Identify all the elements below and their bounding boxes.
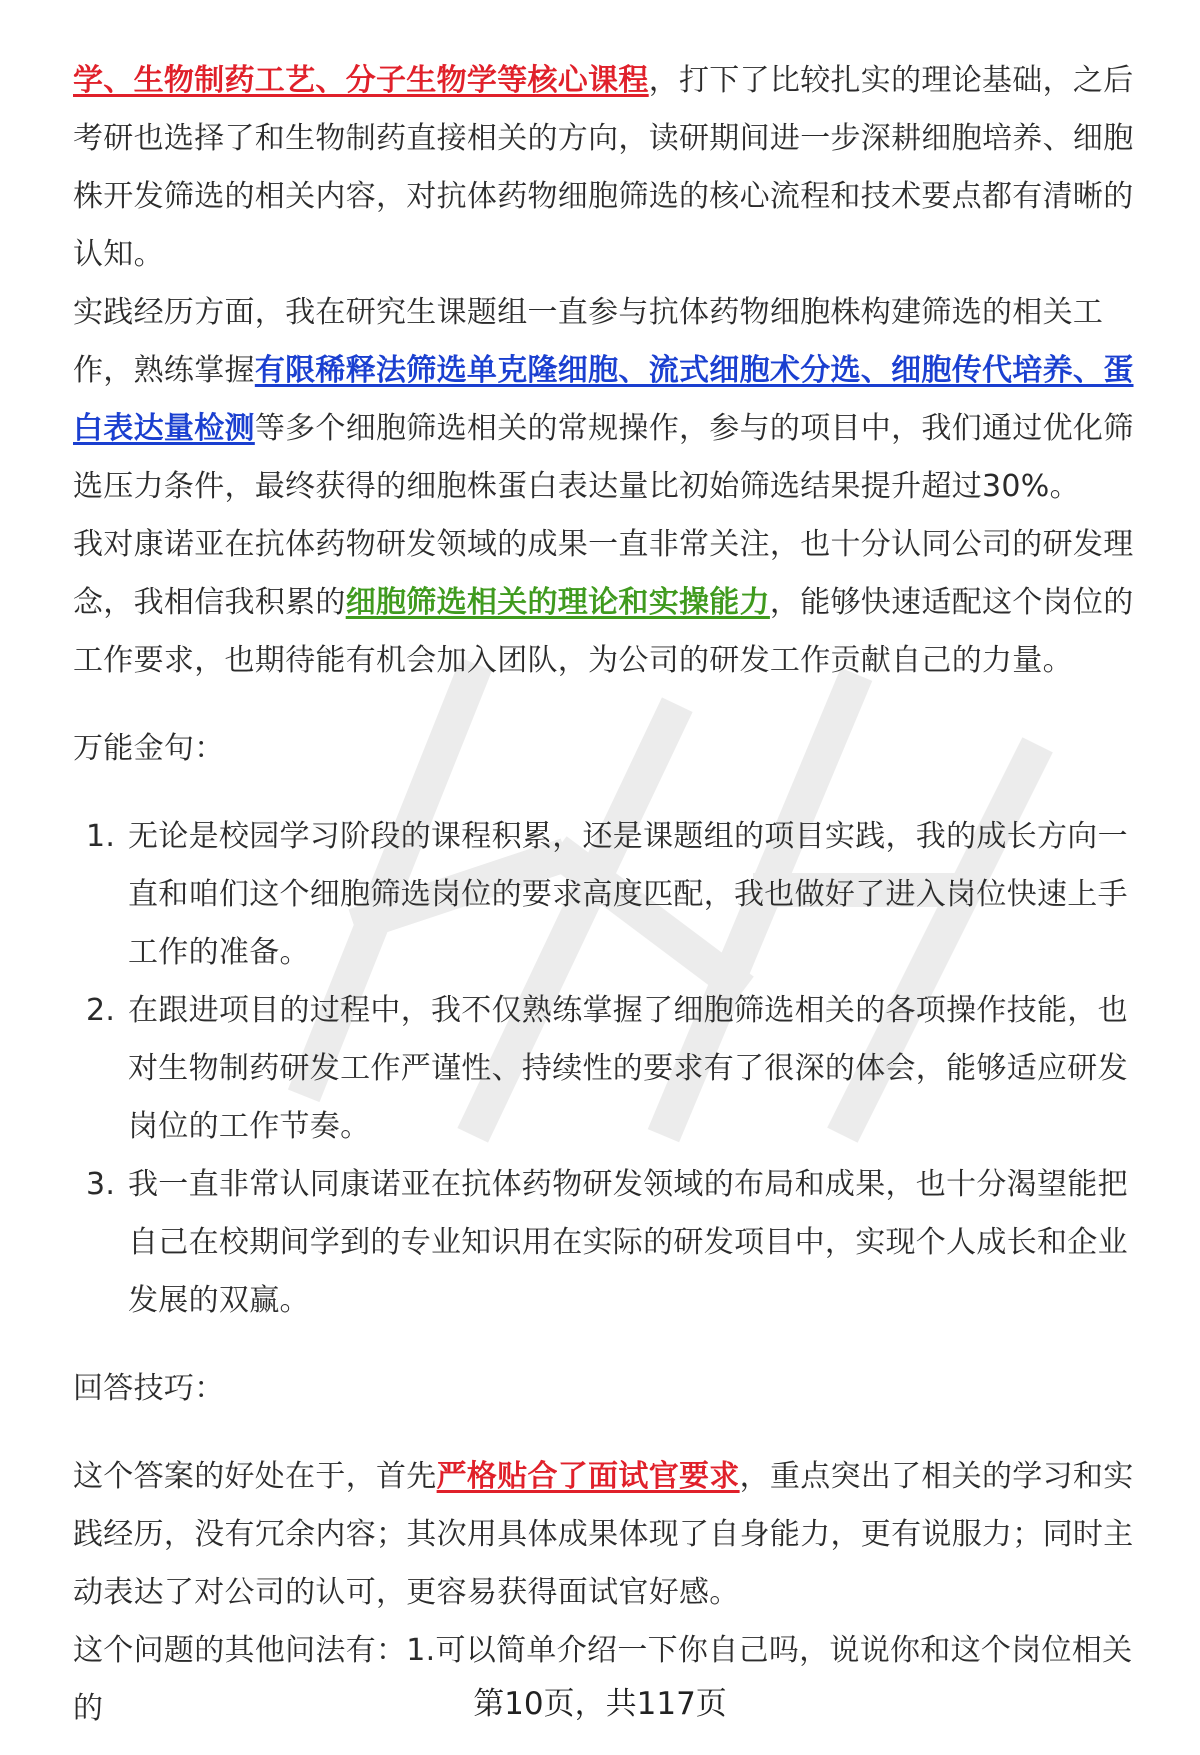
paragraph-text: ，打下了比较扎实的理论基础，之后考研也选择了和生物制药直接相关的方向，读研期间进一步深耕细胞培养、细胞株开发筛选的相关内容，对抗体药物细胞筛选的核心流程和技术要点都有清晰的认知。 [73,63,1134,272]
golden-sentences-heading: 万能金句： [73,731,225,766]
list-item [73,808,1143,982]
list-item-text: 在跟进项目的过程中，我不仅熟练掌握了细胞筛选相关的各项操作技能，也对生物制药研发工作严谨性、持续性的要求有了很深的体会，能够适应研发岗位的工作节奏。 [128,993,1128,1144]
paragraph-other-questions: 这个问题的其他问法有：1.可以简单介绍一下你自己吗，说说你和这个岗位相关的 [73,1633,1133,1726]
paragraph-motivation [73,516,1143,690]
golden-sentences-list [73,808,1143,1330]
list-item [73,1156,1143,1330]
list-item-number: 2. [86,993,116,1028]
highlight-requirement: 严格贴合了面试官要求 [436,1459,740,1494]
list-item-text: 无论是校园学习阶段的课程积累，还是课题组的项目实践，我的成长方向一直和咱们这个细胞筛选岗位的要求高度匹配，我也做好了进入岗位快速上手工作的准备。 [128,819,1128,970]
list-item-text: 我一直非常认同康诺亚在抗体药物研发领域的布局和成果，也十分渴望能把自己在校期间学到的专业知识用在实际的研发项目中，实现个人成长和企业发展的双赢。 [128,1167,1128,1318]
paragraph-text: 实践经历方面，我在研究生课题组一直参与抗体药物细胞株构建筛选的相关工作，熟练掌握 [73,295,1104,388]
list-item-number: 3. [86,1167,116,1202]
paragraph-text: 等多个细胞筛选相关的常规操作，参与的项目中，我们通过优化筛选压力条件，最终获得的细胞株蛋白表达量比初始筛选结果提升超过30%。 [73,411,1134,504]
highlight-courses: 学、生物制药工艺、分子生物学等核心课程 [73,63,649,98]
list-item-number: 1. [86,819,116,854]
paragraph-text: ，能够快速适配这个岗位的工作要求，也期待能有机会加入团队，为公司的研发工作贡献自己的力量。 [73,585,1134,678]
paragraph-text: 我对康诺亚在抗体药物研发领域的成果一直非常关注，也十分认同公司的研发理念，我相信我积累的 [73,527,1134,620]
paragraph-text: ，重点突出了相关的学习和实践经历，没有冗余内容；其次用具体成果体现了自身能力，更有说服力；同时主动表达了对公司的认可，更容易获得面试官好感。 [73,1459,1134,1610]
highlight-skills: 有限稀释法筛选单克隆细胞、流式细胞术分选、细胞传代培养、蛋白表达量检测 [73,353,1134,446]
answer-tips-heading: 回答技巧： [73,1371,225,1406]
paragraph-practice [73,284,1143,516]
highlight-ability: 细胞筛选相关的理论和实操能力 [345,585,770,620]
page-number: 第10页，共117页 [473,1686,727,1722]
list-item [73,982,1143,1156]
document-body [73,52,1143,1738]
paragraph-text: 这个答案的好处在于，首先 [73,1459,437,1494]
paragraph-tips [73,1448,1143,1622]
paragraph-education [73,52,1143,284]
